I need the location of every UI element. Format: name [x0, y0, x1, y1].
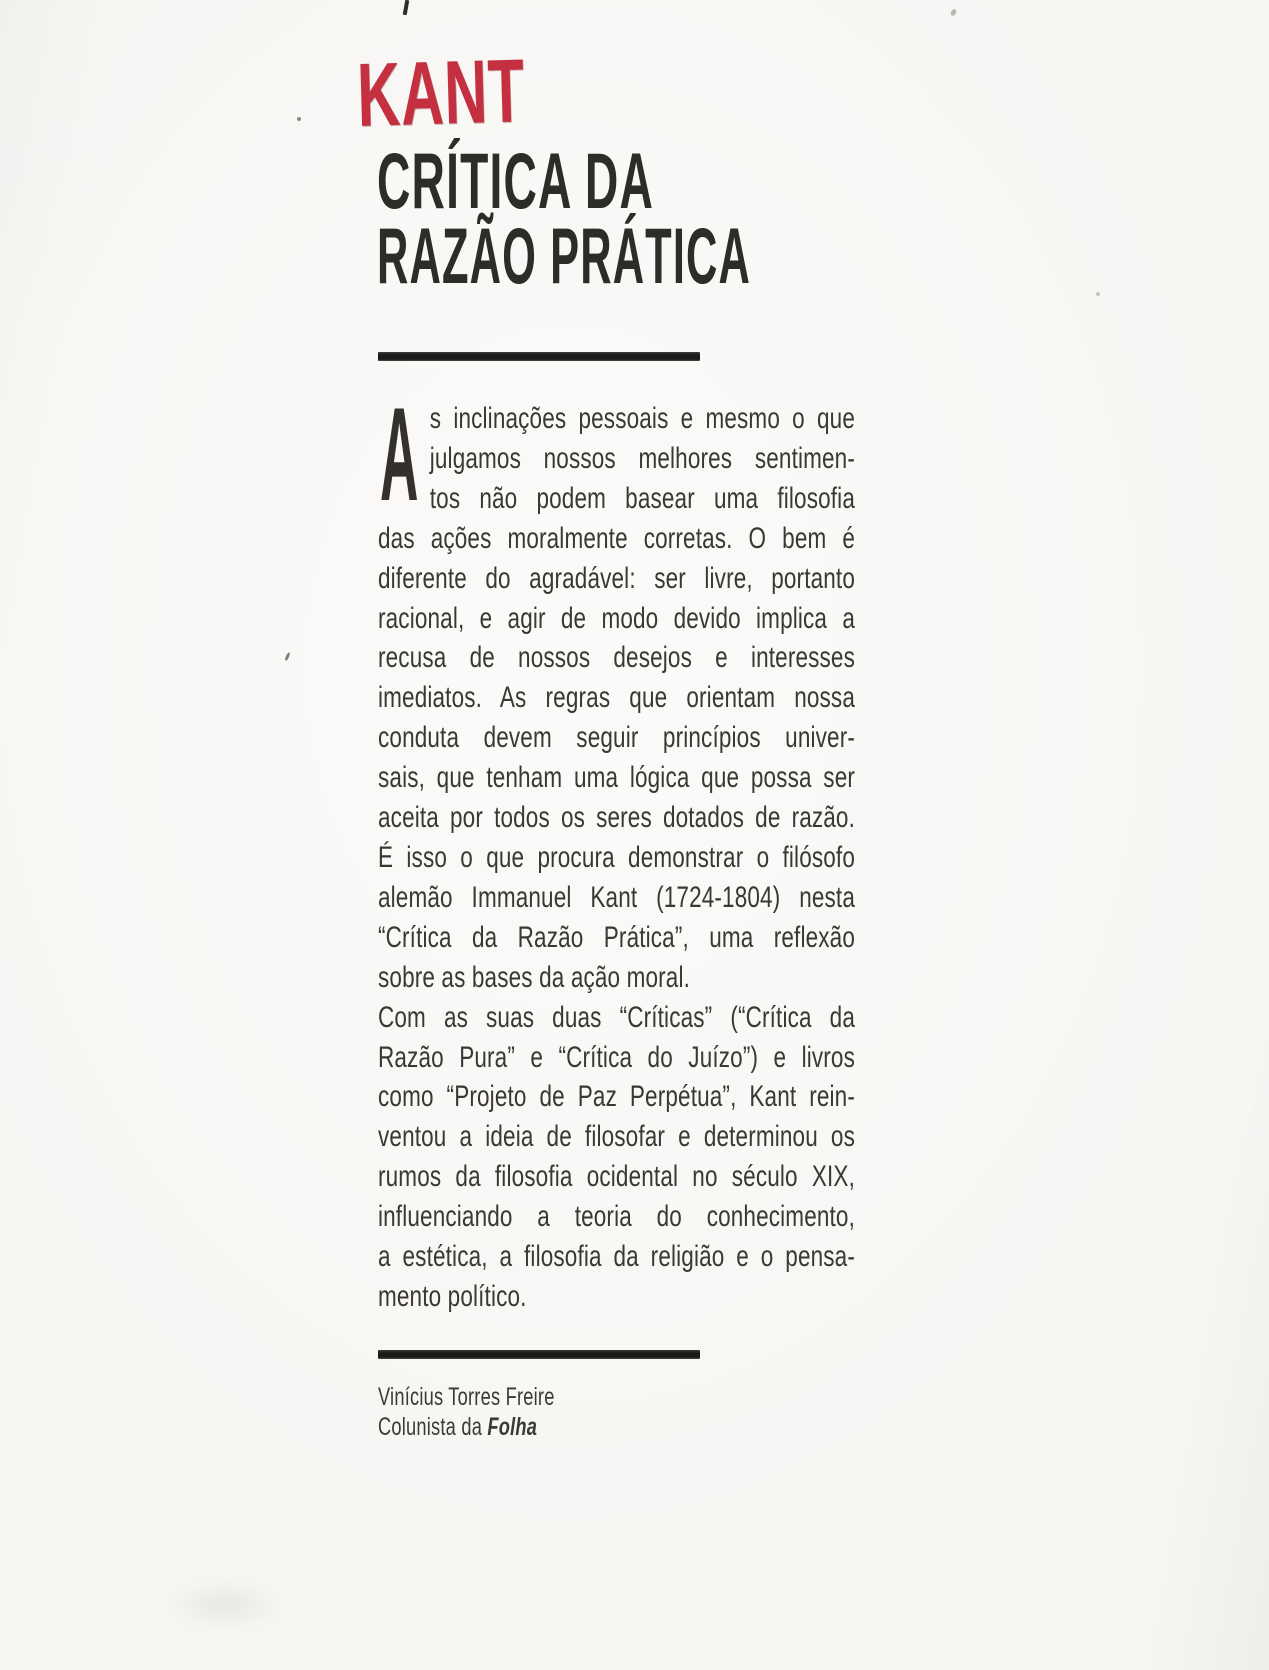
body-text-line: sais, que tenham uma lógica que possa ser [378, 761, 855, 795]
body-text-line: a estética, a filosofia da religião e o pensa- [378, 1240, 855, 1274]
body-text-line: rumos da filosofia ocidental no século XIX, [378, 1160, 855, 1194]
body-text-line: julgamos nossos melhores sentimen- [429, 441, 855, 475]
body-text-line: conduta devem seguir princípios univer- [378, 721, 855, 755]
body-text-line: ventou a ideia de filosofar e determinou os [378, 1120, 855, 1154]
divider-rule-bottom [378, 1350, 700, 1359]
credit-role [378, 1412, 685, 1442]
drop-cap: A [380, 381, 419, 529]
scan-smudge [170, 1580, 280, 1630]
body-text-line: aceita por todos os seres dotados de razão. [378, 801, 855, 835]
scan-speck [1096, 292, 1100, 296]
scan-speck [284, 652, 291, 661]
book-author-title: KANT [355, 41, 527, 146]
scan-speck [297, 117, 301, 121]
body-text-line: sobre as bases da ação moral. [378, 960, 691, 994]
credit-author-name: Vinícius Torres Freire [378, 1383, 555, 1411]
body-text-line: recusa de nossos desejos e interesses [378, 641, 855, 675]
body-text-line: racional, e agir de modo devido implica a [378, 601, 855, 635]
body-text-line: influenciando a teoria do conhecimento, [378, 1200, 855, 1234]
credit-publication: Folha [487, 1413, 538, 1441]
scan-speck [950, 8, 958, 17]
scan-speck [403, 0, 410, 15]
body-text-line: “Crítica da Razão Prática”, uma reflexão [378, 920, 855, 954]
body-text [378, 399, 855, 1317]
body-text-line: É isso o que procura demonstrar o filósofo [378, 840, 855, 874]
body-text-line: Com as suas duas “Críticas” (“Crítica da [378, 1000, 855, 1034]
body-text-line: mento político. [378, 1279, 527, 1313]
body-text-line: alemão Immanuel Kant (1724-1804) nesta [378, 880, 855, 914]
credit-role-prefix: Colunista da [378, 1413, 488, 1441]
body-text-line: Razão Pura” e “Crítica do Juízo”) e livros [378, 1040, 855, 1074]
body-text-line: das ações moralmente corretas. O bem é [378, 521, 855, 555]
credit-block [378, 1382, 685, 1442]
book-title-line-1: CRÍTICA DA [377, 136, 654, 225]
body-text-line: como “Projeto de Paz Perpétua”, Kant rein- [378, 1080, 855, 1114]
body-text-line: s inclinações pessoais e mesmo o que [429, 402, 855, 435]
divider-rule-top [378, 352, 700, 361]
body-text-line: tos não podem basear uma filosofia [429, 481, 855, 515]
body-text-line: diferente do agradável: ser livre, portanto [378, 561, 855, 595]
book-title-line-2: RAZÃO PRÁTICA [377, 211, 751, 300]
body-text-line: imediatos. As regras que orientam nossa [378, 681, 855, 715]
